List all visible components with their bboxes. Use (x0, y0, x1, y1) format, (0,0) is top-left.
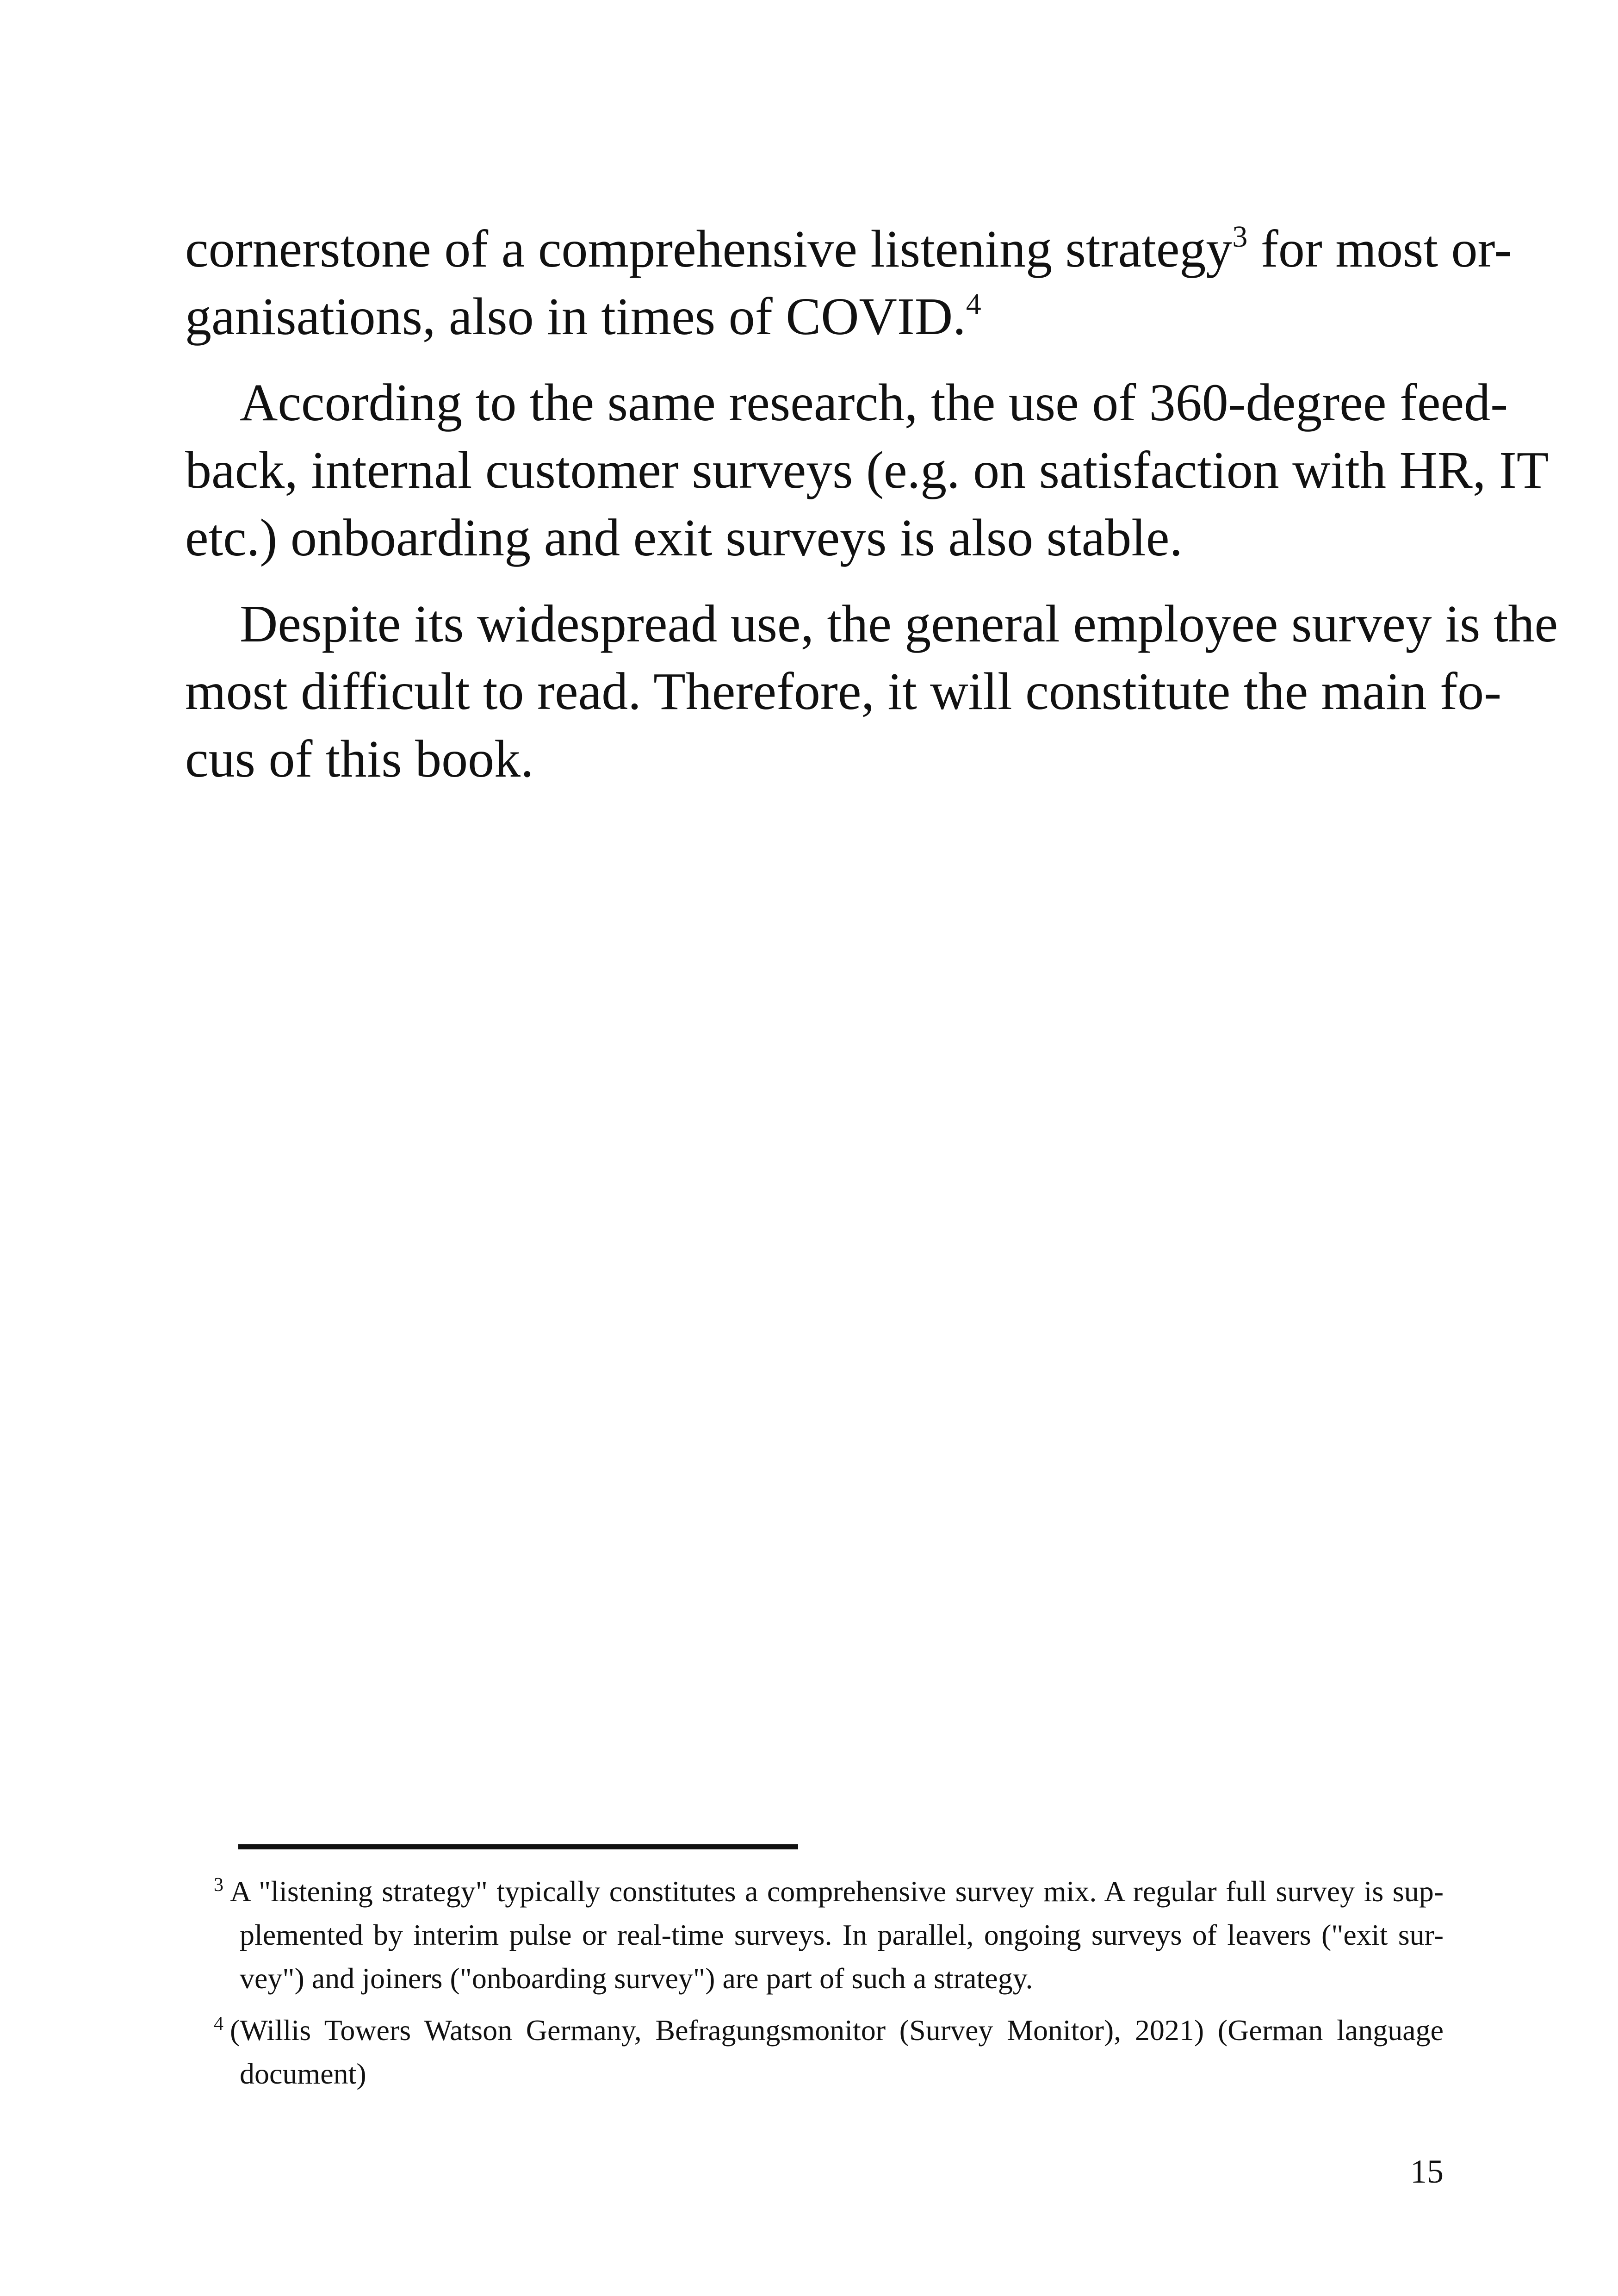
text-segment: cornerstone of a comprehensive listening strategy (185, 219, 1233, 278)
body-text (185, 215, 1558, 811)
text-line: etc.) onboarding and exit surveys is also stable. (185, 508, 1183, 567)
text-line (185, 215, 1512, 283)
paragraph-1 (185, 215, 1512, 350)
text-segment: for most or- (1247, 219, 1512, 278)
footnote-4 (185, 2009, 1444, 2096)
footnote-ref-3[interactable]: 3 (1232, 220, 1248, 254)
text-line: back, internal customer surveys (e.g. on satisfaction with HR, IT (185, 441, 1549, 499)
text-line: most difficult to read. Therefore, it will constitute the main fo- (185, 662, 1502, 721)
paragraph-2 (185, 369, 1549, 572)
paragraph-3 (185, 590, 1558, 793)
footnote-line: plemented by interim pulse or real-time surveys. In parallel, ongoing surveys of leavers ("exit sur- (240, 1918, 1444, 1951)
footnote-ref-4[interactable]: 4 (966, 287, 981, 321)
text-line (185, 283, 1444, 350)
footnote-text: (Willis Towers Watson Germany, Befragungsmonitor (Survey Monitor), 2021) (German language (230, 2014, 1444, 2047)
footnote-line (185, 1870, 1444, 1913)
footnote-mark: 3 (214, 1874, 223, 1896)
page-number: 15 (1410, 2153, 1444, 2190)
footnote-separator (238, 1844, 798, 1849)
footnote-line: vey") and joiners ("onboarding survey") are part of such a strategy. (240, 1962, 1033, 1995)
footnote-3 (185, 1870, 1444, 2000)
footnote-text: A "listening strategy" typically constitutes a comprehensive survey mix. A regular full survey is sup- (230, 1875, 1444, 1908)
footnotes (185, 1870, 1444, 2104)
footnote-mark: 4 (214, 2013, 223, 2035)
text-line: According to the same research, the use of 360-degree feed- (240, 373, 1508, 432)
text-segment: ganisations, also in times of COVID. (185, 287, 966, 346)
text-line: cus of this book. (185, 729, 534, 788)
footnote-line: document) (240, 2057, 366, 2090)
text-line: Despite its widespread use, the general employee survey is the (240, 594, 1558, 653)
footnote-line (185, 2009, 1444, 2052)
